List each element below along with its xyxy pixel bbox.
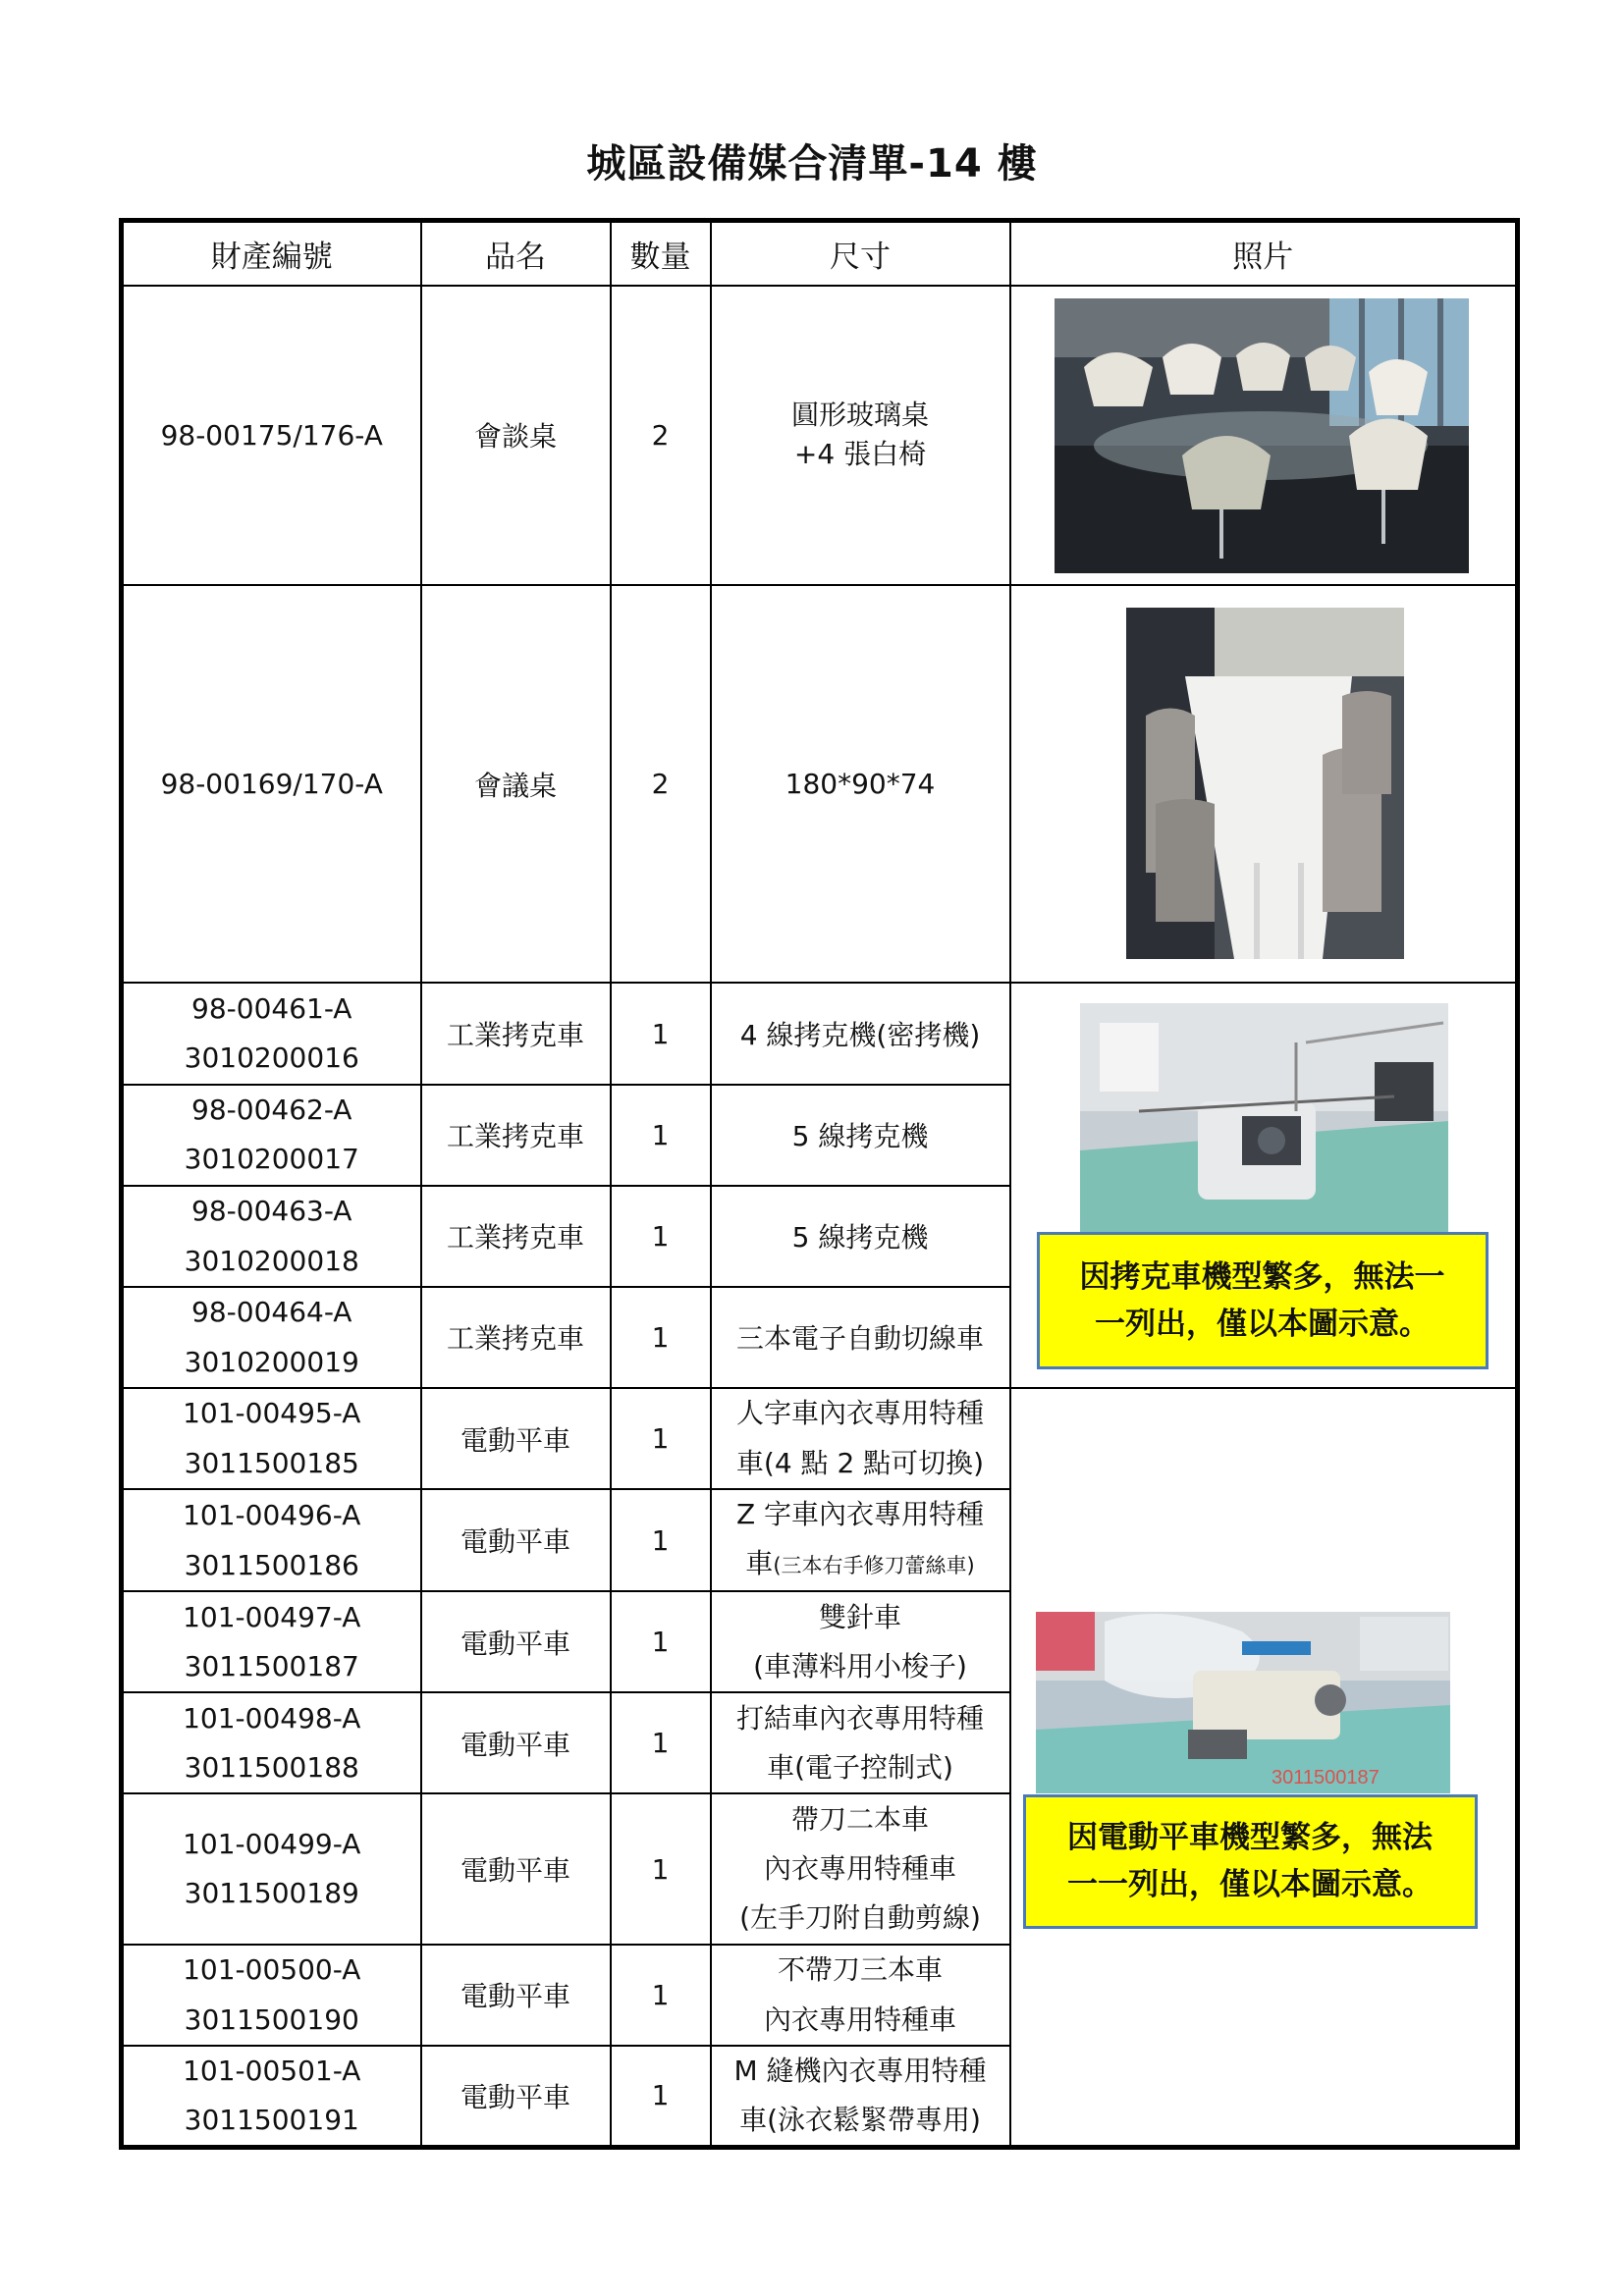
item-name: 電動平車 (421, 1388, 611, 1489)
photo-label: 3011500187 (1271, 1766, 1380, 1789)
item-name: 電動平車 (421, 2046, 611, 2148)
property-no: 101-00499-A 3011500189 (122, 1793, 421, 1944)
header-row (122, 221, 1518, 286)
property-no: 98-00463-A 3010200018 (122, 1186, 421, 1287)
property-no: 101-00496-A 3011500186 (122, 1489, 421, 1591)
item-name: 會談桌 (421, 286, 611, 585)
photo-cell-overlock (1010, 983, 1518, 1388)
item-name: 會議桌 (421, 585, 611, 984)
property-no: 101-00498-A 3011500188 (122, 1692, 421, 1793)
size: 不帶刀三本車 內衣專用特種車 (711, 1945, 1010, 2046)
item-name: 工業拷克車 (421, 1186, 611, 1287)
conference-table-photo (1126, 608, 1404, 959)
size: 5 線拷克機 (711, 1186, 1010, 1287)
property-no: 98-00169/170-A (122, 585, 421, 984)
equipment-table (119, 218, 1520, 2150)
quantity: 1 (611, 1793, 711, 1944)
item-name: 工業拷克車 (421, 983, 611, 1084)
quantity: 2 (611, 286, 711, 585)
property-no: 98-00462-A 3010200017 (122, 1085, 421, 1186)
page-title: 城區設備媒合清單-14 樓 (586, 141, 1038, 187)
size: Z 字車內衣專用特種 車(三本右手修刀蕾絲車) (711, 1489, 1010, 1591)
item-name: 工業拷克車 (421, 1085, 611, 1186)
quantity: 1 (611, 1692, 711, 1793)
overlock-note: 因拷克車機型繁多，無法一 一列出，僅以本圖示意。 (1037, 1232, 1489, 1369)
size: 人字車內衣專用特種 車(4 點 2 點可切換) (711, 1388, 1010, 1489)
item-name: 工業拷克車 (421, 1287, 611, 1388)
property-no: 101-00495-A 3011500185 (122, 1388, 421, 1489)
quantity: 1 (611, 2046, 711, 2148)
table-row (122, 286, 1518, 585)
property-no: 101-00501-A 3011500191 (122, 2046, 421, 2148)
item-name: 電動平車 (421, 1489, 611, 1591)
size: 圓形玻璃桌 +4 張白椅 (711, 286, 1010, 585)
table-row (122, 585, 1518, 984)
property-no: 98-00464-A 3010200019 (122, 1287, 421, 1388)
flatbed-note: 因電動平車機型繁多，無法 一一列出，僅以本圖示意。 (1023, 1794, 1478, 1929)
quantity: 1 (611, 1388, 711, 1489)
size: 雙針車 (車薄料用小梭子) (711, 1591, 1010, 1692)
property-no: 98-00461-A 3010200016 (122, 983, 421, 1084)
table-row (122, 983, 1518, 1084)
header-quantity: 數量 (611, 221, 711, 286)
size: 三本電子自動切線車 (711, 1287, 1010, 1388)
property-no: 101-00497-A 3011500187 (122, 1591, 421, 1692)
header-photo: 照片 (1010, 221, 1518, 286)
photo-cell-flatbed (1010, 1388, 1518, 2148)
header-size: 尺寸 (711, 221, 1010, 286)
table-row (122, 1388, 1518, 1489)
round-table-photo (1055, 298, 1469, 573)
item-name: 電動平車 (421, 1945, 611, 2046)
overlock-machine-photo (1080, 1003, 1448, 1244)
quantity: 2 (611, 585, 711, 984)
quantity: 1 (611, 1287, 711, 1388)
item-name: 電動平車 (421, 1591, 611, 1692)
size: 打結車內衣專用特種 車(電子控制式) (711, 1692, 1010, 1793)
header-property-no: 財產編號 (122, 221, 421, 286)
quantity: 1 (611, 1085, 711, 1186)
size: 4 線拷克機(密拷機) (711, 983, 1010, 1084)
quantity: 1 (611, 1489, 711, 1591)
quantity: 1 (611, 983, 711, 1084)
header-item-name: 品名 (421, 221, 611, 286)
quantity: 1 (611, 1945, 711, 2046)
quantity: 1 (611, 1591, 711, 1692)
size: 5 線拷克機 (711, 1085, 1010, 1186)
item-name: 電動平車 (421, 1692, 611, 1793)
property-no: 101-00500-A 3011500190 (122, 1945, 421, 2046)
item-name: 電動平車 (421, 1793, 611, 1944)
photo-cell (1010, 286, 1518, 585)
quantity: 1 (611, 1186, 711, 1287)
size: 帶刀二本車 內衣專用特種車 (左手刀附自動剪線) (711, 1793, 1010, 1944)
photo-cell (1010, 585, 1518, 984)
size: 180*90*74 (711, 585, 1010, 984)
flatbed-machine-photo (1036, 1612, 1450, 1793)
property-no: 98-00175/176-A (122, 286, 421, 585)
size: M 縫機內衣專用特種 車(泳衣鬆緊帶專用) (711, 2046, 1010, 2148)
